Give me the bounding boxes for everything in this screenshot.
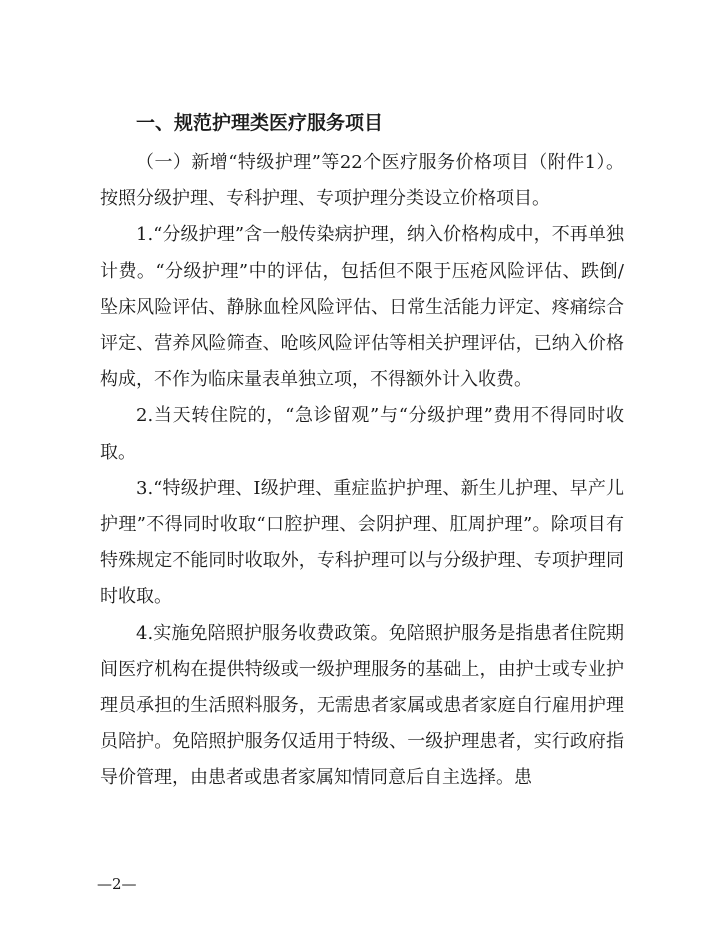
paragraph-4: 3.“特级护理、Ⅰ级护理、重症监护护理、新生儿护理、早产儿护理”不得同时收取“口腔护理、会阴护理、肛周护理”。除项目有特殊规定不能同时收取外，专科护理可以与分级护理、专项护理同时收取。 [100,477,624,608]
paragraph-1: （一）新增“特级护理”等22个医疗服务价格项目（附件1）。按照分级护理、专科护理、专项护理分类设立价格项目。 [100,152,624,210]
body-text [100,145,624,797]
paragraph-2: 1.“分级护理”含一般传染病护理，纳入价格构成中，不再单独计费。“分级护理”中的评估，包括但不限于压疮风险评估、跌倒/坠床风险评估、静脉血栓风险评估、日常生活能力评定、疼痛综合评定、营养风险筛查、呛咳风险评估等相关护理评估，已纳入价格构成，不作为临床量表单独立项，不得额外计入收费。 [100,224,624,391]
section-heading: 一、规范护理类医疗服务项目 [136,112,384,134]
page-number: —2— [97,875,137,893]
paragraph-3: 2.当天转住院的，“急诊留观”与“分级护理”费用不得同时收取。 [100,405,624,463]
paragraph-5: 4.实施免陪照护服务收费政策。免陪照护服务是指患者住院期间医疗机构在提供特级或一级护理服务的基础上，由护士或专业护理员承担的生活照料服务，无需患者家属或患者家庭自行雇用护理员陪护。免陪照护服务仅适用于特级、一级护理患者，实行政府指导价管理，由患者或患者家属知情同意后自主选择。患 [100,622,624,789]
